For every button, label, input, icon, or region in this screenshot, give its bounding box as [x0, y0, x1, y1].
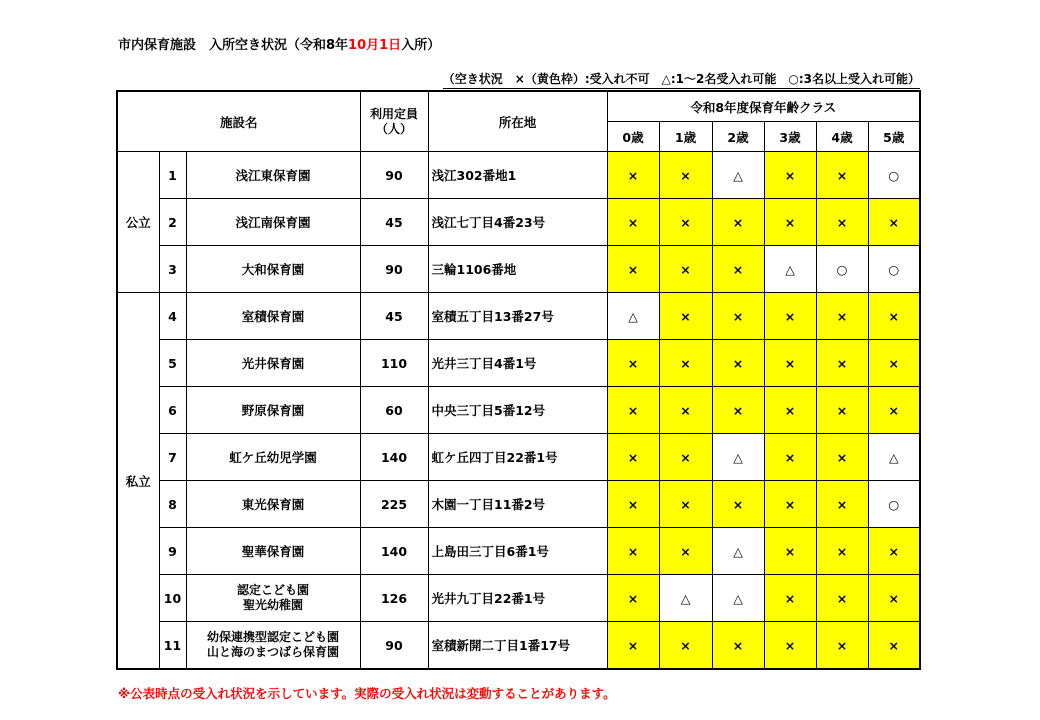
availability-cell: ○: [868, 246, 920, 293]
table-row: [117, 434, 920, 481]
availability-cell: ×: [764, 622, 816, 670]
facility-name: 聖華保育園: [186, 528, 360, 575]
header-age-2: 2歳: [712, 122, 764, 152]
availability-cell: ×: [868, 293, 920, 340]
row-number: 3: [159, 246, 186, 293]
availability-cell: ×: [607, 152, 659, 199]
table-row: [117, 481, 920, 528]
facility-name: 浅江東保育園: [186, 152, 360, 199]
table-row: [117, 293, 920, 340]
address: 上島田三丁目6番1号: [428, 528, 607, 575]
row-number: 11: [159, 622, 186, 670]
table-row: [117, 528, 920, 575]
capacity: 45: [360, 293, 428, 340]
availability-cell: ×: [764, 387, 816, 434]
availability-cell: ×: [659, 152, 712, 199]
availability-cell: ×: [659, 293, 712, 340]
availability-cell: ×: [607, 622, 659, 670]
availability-cell: △: [712, 152, 764, 199]
availability-cell: △: [712, 528, 764, 575]
capacity: 225: [360, 481, 428, 528]
header-age-5: 5歳: [868, 122, 920, 152]
facility-name: 浅江南保育園: [186, 199, 360, 246]
availability-cell: ×: [816, 434, 868, 481]
availability-cell: △: [868, 434, 920, 481]
header-age-1: 1歳: [659, 122, 712, 152]
address: 浅江302番地1: [428, 152, 607, 199]
table-row: [117, 246, 920, 293]
row-number: 1: [159, 152, 186, 199]
category-private: 私立: [117, 293, 159, 670]
availability-cell: ×: [712, 622, 764, 670]
capacity: 90: [360, 622, 428, 670]
address: 室積五丁目13番27号: [428, 293, 607, 340]
availability-cell: ×: [712, 340, 764, 387]
availability-cell: △: [659, 575, 712, 622]
table-row: [117, 340, 920, 387]
availability-cell: ×: [659, 387, 712, 434]
table-row: [117, 387, 920, 434]
entry-date: 10月1日: [348, 38, 402, 53]
availability-cell: ×: [659, 434, 712, 481]
availability-cell: ×: [607, 199, 659, 246]
availability-cell: ×: [816, 340, 868, 387]
availability-cell: ×: [868, 528, 920, 575]
availability-table: [116, 90, 921, 670]
availability-cell: △: [712, 575, 764, 622]
availability-cell: ×: [764, 528, 816, 575]
availability-cell: ×: [816, 622, 868, 670]
availability-cell: ×: [712, 481, 764, 528]
availability-cell: ×: [868, 199, 920, 246]
availability-cell: ○: [816, 246, 868, 293]
availability-cell: ×: [816, 528, 868, 575]
availability-cell: ×: [607, 387, 659, 434]
availability-cell: ×: [659, 622, 712, 670]
row-number: 5: [159, 340, 186, 387]
capacity: 60: [360, 387, 428, 434]
row-number: 8: [159, 481, 186, 528]
header-age-0: 0歳: [607, 122, 659, 152]
table-row: [117, 152, 920, 199]
availability-cell: ×: [659, 481, 712, 528]
availability-cell: ○: [868, 481, 920, 528]
capacity: 140: [360, 434, 428, 481]
availability-cell: ×: [607, 246, 659, 293]
availability-cell: ×: [712, 246, 764, 293]
row-number: 7: [159, 434, 186, 481]
availability-cell: △: [712, 434, 764, 481]
table-row: [117, 622, 920, 670]
availability-cell: ○: [868, 152, 920, 199]
header-age-group: 令和8年度保育年齢クラス: [607, 91, 920, 122]
availability-cell: ×: [764, 199, 816, 246]
availability-cell: ×: [764, 293, 816, 340]
availability-cell: ×: [764, 152, 816, 199]
facility-name: 室積保育園: [186, 293, 360, 340]
capacity: 90: [360, 246, 428, 293]
address: 浅江七丁目4番23号: [428, 199, 607, 246]
availability-cell: △: [607, 293, 659, 340]
page-title: 市内保育施設 入所空き状況（令和8年10月1日入所）: [118, 38, 441, 53]
availability-cell: ×: [659, 528, 712, 575]
capacity: 90: [360, 152, 428, 199]
header-age-4: 4歳: [816, 122, 868, 152]
facility-name: 光井保育園: [186, 340, 360, 387]
footnote: ※公表時点の受入れ状況を示しています。実際の受入れ状況は変動することがあります。: [118, 686, 616, 701]
capacity: 126: [360, 575, 428, 622]
address: 光井九丁目22番1号: [428, 575, 607, 622]
table-row: [117, 199, 920, 246]
availability-cell: ×: [868, 340, 920, 387]
availability-cell: ×: [712, 293, 764, 340]
address: 室積新開二丁目1番17号: [428, 622, 607, 670]
capacity: 45: [360, 199, 428, 246]
availability-cell: ×: [764, 434, 816, 481]
availability-cell: ×: [816, 575, 868, 622]
address: 三輪1106番地: [428, 246, 607, 293]
availability-cell: ×: [816, 293, 868, 340]
availability-cell: ×: [816, 481, 868, 528]
legend-text: （空き状況 ×（黄色枠）:受入れ不可 △:1～2名受入れ可能 ○:3名以上受入れ可能）: [443, 70, 920, 89]
row-number: 10: [159, 575, 186, 622]
availability-cell: ×: [607, 434, 659, 481]
address: 光井三丁目4番1号: [428, 340, 607, 387]
header-capacity: 利用定員 （人）: [360, 91, 428, 152]
availability-cell: ×: [607, 340, 659, 387]
availability-cell: ×: [868, 575, 920, 622]
availability-cell: ×: [659, 246, 712, 293]
availability-cell: ×: [607, 575, 659, 622]
availability-cell: ×: [764, 575, 816, 622]
table-row: [117, 575, 920, 622]
facility-name: 認定こども園 聖光幼稚園: [186, 575, 360, 622]
row-number: 4: [159, 293, 186, 340]
availability-cell: ×: [764, 481, 816, 528]
address: 木園一丁目11番2号: [428, 481, 607, 528]
availability-cell: ×: [816, 152, 868, 199]
availability-cell: ×: [712, 199, 764, 246]
header-facility: 施設名: [117, 91, 360, 152]
row-number: 2: [159, 199, 186, 246]
availability-cell: ×: [607, 528, 659, 575]
availability-cell: ×: [712, 387, 764, 434]
header-address: 所在地: [428, 91, 607, 152]
category-public: 公立: [117, 152, 159, 293]
facility-name: 東光保育園: [186, 481, 360, 528]
availability-cell: △: [764, 246, 816, 293]
availability-cell: ×: [816, 199, 868, 246]
availability-cell: ×: [659, 199, 712, 246]
facility-name: 虹ケ丘幼児学園: [186, 434, 360, 481]
capacity: 110: [360, 340, 428, 387]
facility-name: 幼保連携型認定こども園 山と海のまつばら保育園: [186, 622, 360, 670]
availability-cell: ×: [607, 481, 659, 528]
availability-cell: ×: [868, 387, 920, 434]
row-number: 6: [159, 387, 186, 434]
availability-cell: ×: [659, 340, 712, 387]
address: 中央三丁目5番12号: [428, 387, 607, 434]
row-number: 9: [159, 528, 186, 575]
header-age-3: 3歳: [764, 122, 816, 152]
availability-cell: ×: [816, 387, 868, 434]
availability-cell: ×: [868, 622, 920, 670]
facility-name: 大和保育園: [186, 246, 360, 293]
capacity: 140: [360, 528, 428, 575]
availability-cell: ×: [764, 340, 816, 387]
address: 虹ケ丘四丁目22番1号: [428, 434, 607, 481]
facility-name: 野原保育園: [186, 387, 360, 434]
